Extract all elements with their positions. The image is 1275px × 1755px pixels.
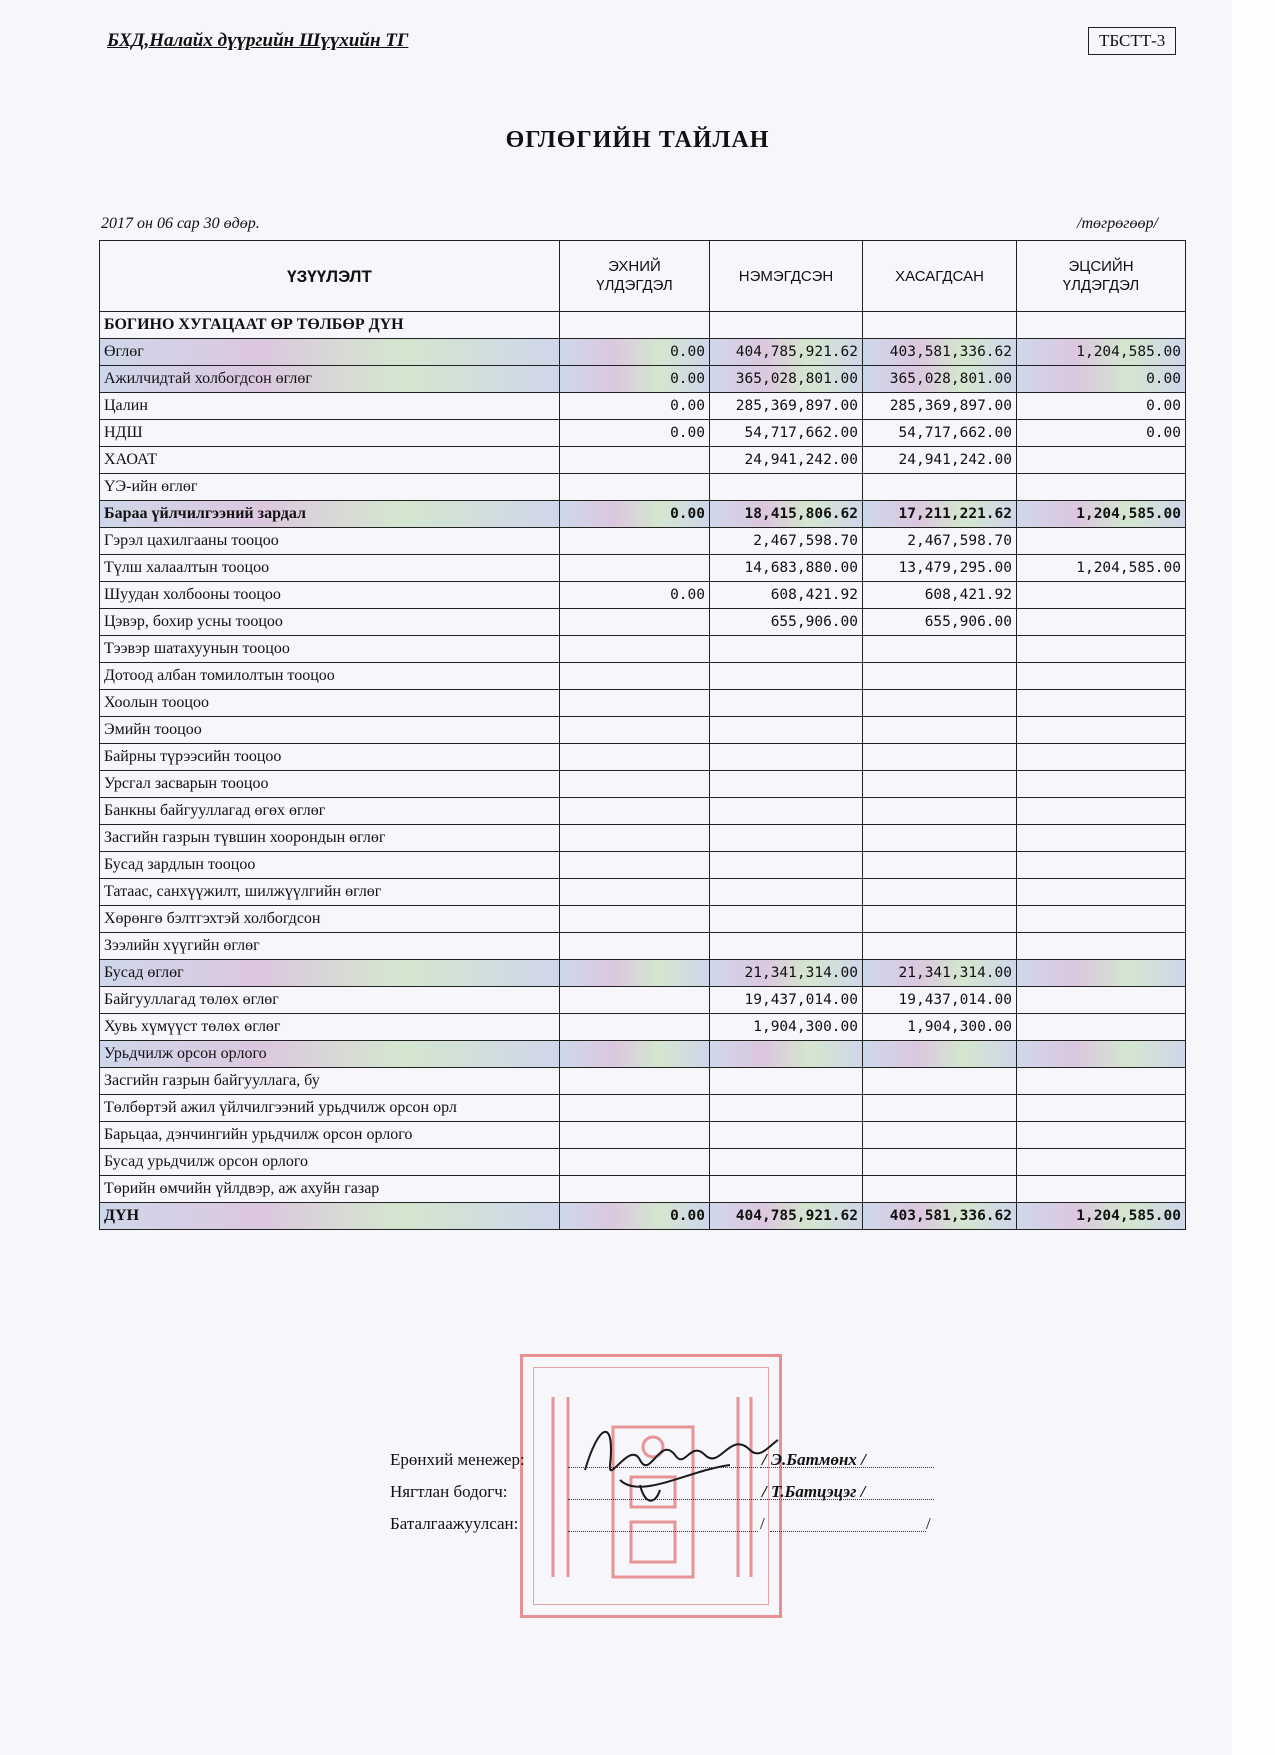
table-row — [100, 501, 1186, 528]
opening-balance-cell — [560, 636, 710, 663]
table-body — [100, 312, 1186, 1230]
decrease-cell — [863, 717, 1017, 744]
closing-balance-cell — [1017, 1149, 1186, 1176]
opening-balance-cell: 0.00 — [560, 420, 710, 447]
increase-cell — [710, 1176, 863, 1203]
row-label: ҮЭ-ийн өглөг — [100, 474, 560, 501]
increase-cell — [710, 663, 863, 690]
report-title: ӨГЛӨГИЙН ТАЙЛАН — [505, 127, 770, 153]
table-row — [100, 690, 1186, 717]
opening-balance-cell — [560, 1149, 710, 1176]
row-label: Засгийн газрын байгууллага, бу — [100, 1068, 560, 1095]
table-row — [100, 636, 1186, 663]
row-label: Байгууллагад төлөх өглөг — [100, 987, 560, 1014]
table-row — [100, 1149, 1186, 1176]
closing-balance-cell — [1017, 987, 1186, 1014]
opening-balance-cell — [560, 447, 710, 474]
opening-balance-cell — [560, 798, 710, 825]
decrease-cell — [863, 474, 1017, 501]
row-label: Төлбөртэй ажил үйлчилгээний урьдчилж орсон орл — [100, 1095, 560, 1122]
closing-balance-cell — [1017, 852, 1186, 879]
table-row — [100, 798, 1186, 825]
increase-cell — [710, 906, 863, 933]
decrease-cell — [863, 1149, 1017, 1176]
closing-balance-cell — [1017, 933, 1186, 960]
opening-balance-cell — [560, 1122, 710, 1149]
decrease-cell — [863, 1176, 1017, 1203]
table-row — [100, 1203, 1186, 1230]
increase-cell: 655,906.00 — [710, 609, 863, 636]
decrease-cell: 13,479,295.00 — [863, 555, 1017, 582]
table-row — [100, 447, 1186, 474]
row-label: Эмийн тооцоо — [100, 717, 560, 744]
opening-balance-cell — [560, 1041, 710, 1068]
closing-balance-cell — [1017, 1122, 1186, 1149]
row-label: НДШ — [100, 420, 560, 447]
increase-cell: 54,717,662.00 — [710, 420, 863, 447]
decrease-cell — [863, 852, 1017, 879]
closing-balance-cell: 0.00 — [1017, 366, 1186, 393]
table-row — [100, 366, 1186, 393]
closing-balance-cell — [1017, 312, 1186, 339]
increase-cell — [710, 744, 863, 771]
opening-balance-cell: 0.00 — [560, 1203, 710, 1230]
increase-cell: 18,415,806.62 — [710, 501, 863, 528]
opening-balance-cell — [560, 609, 710, 636]
increase-cell: 2,467,598.70 — [710, 528, 863, 555]
table-row — [100, 960, 1186, 987]
increase-cell — [710, 474, 863, 501]
accountant-label: Нягтлан бодогч: — [390, 1482, 508, 1501]
closing-balance-cell — [1017, 771, 1186, 798]
organization-name: БХД,Налайх дүүргийн Шүүхийн ТГ — [107, 30, 409, 51]
row-label: Хувь хүмүүст төлөх өглөг — [100, 1014, 560, 1041]
increase-cell: 1,904,300.00 — [710, 1014, 863, 1041]
column-header-decrease: ХАСАГДСАН — [863, 241, 1017, 312]
opening-balance-cell — [560, 555, 710, 582]
table-row — [100, 987, 1186, 1014]
closing-balance-cell: 0.00 — [1017, 420, 1186, 447]
opening-balance-cell — [560, 1176, 710, 1203]
row-label: Банкны байгууллагад өгөх өглөг — [100, 798, 560, 825]
decrease-cell: 655,906.00 — [863, 609, 1017, 636]
closing-balance-cell — [1017, 690, 1186, 717]
opening-balance-cell — [560, 528, 710, 555]
opening-balance-cell — [560, 690, 710, 717]
closing-balance-cell — [1017, 474, 1186, 501]
signature-row-manager — [390, 1450, 1275, 1482]
increase-cell — [710, 1041, 863, 1068]
increase-cell: 14,683,880.00 — [710, 555, 863, 582]
table-row — [100, 663, 1186, 690]
decrease-cell: 403,581,336.62 — [863, 1203, 1017, 1230]
table-row — [100, 1014, 1186, 1041]
opening-balance-cell: 0.00 — [560, 501, 710, 528]
table-row — [100, 1176, 1186, 1203]
decrease-cell — [863, 798, 1017, 825]
closing-balance-cell — [1017, 663, 1186, 690]
row-label: Дотоод албан томилолтын тооцоо — [100, 663, 560, 690]
table-row — [100, 1095, 1186, 1122]
table-row — [100, 312, 1186, 339]
table-header-row — [100, 241, 1186, 312]
opening-balance-cell: 0.00 — [560, 339, 710, 366]
increase-cell: 365,028,801.00 — [710, 366, 863, 393]
table-row — [100, 393, 1186, 420]
decrease-cell: 403,581,336.62 — [863, 339, 1017, 366]
opening-balance-cell — [560, 879, 710, 906]
row-label: Өглөг — [100, 339, 560, 366]
row-label: Шуудан холбооны тооцоо — [100, 582, 560, 609]
table-row — [100, 609, 1186, 636]
closing-balance-cell: 1,204,585.00 — [1017, 339, 1186, 366]
decrease-cell — [863, 771, 1017, 798]
row-label: Төрийн өмчийн үйлдвэр, аж ахуйн газар — [100, 1176, 560, 1203]
row-label: Цэвэр, бохир усны тооцоо — [100, 609, 560, 636]
closing-balance-cell — [1017, 717, 1186, 744]
manager-label: Ерөнхий менежер: — [390, 1450, 525, 1469]
increase-cell — [710, 312, 863, 339]
opening-balance-cell: 0.00 — [560, 582, 710, 609]
closing-balance-cell — [1017, 906, 1186, 933]
closing-balance-cell — [1017, 636, 1186, 663]
decrease-cell: 54,717,662.00 — [863, 420, 1017, 447]
decrease-cell: 24,941,242.00 — [863, 447, 1017, 474]
opening-balance-cell — [560, 663, 710, 690]
closing-balance-cell — [1017, 1068, 1186, 1095]
opening-balance-cell — [560, 771, 710, 798]
payables-table — [99, 240, 1186, 1230]
row-label: Түлш халаалтын тооцоо — [100, 555, 560, 582]
row-label: Бусад өглөг — [100, 960, 560, 987]
signature-row-verified — [390, 1514, 1275, 1546]
decrease-cell — [863, 825, 1017, 852]
closing-balance-cell — [1017, 528, 1186, 555]
closing-balance-cell — [1017, 1095, 1186, 1122]
signature-block — [390, 1450, 1275, 1546]
decrease-cell — [863, 312, 1017, 339]
closing-balance-cell — [1017, 744, 1186, 771]
row-label: Байрны түрээсийн тооцоо — [100, 744, 560, 771]
opening-balance-cell — [560, 825, 710, 852]
increase-cell: 608,421.92 — [710, 582, 863, 609]
row-label: БОГИНО ХУГАЦААТ ӨР ТӨЛБӨР ДҮН — [100, 312, 560, 339]
opening-balance-cell — [560, 312, 710, 339]
row-label: Засгийн газрын түвшин хоорондын өглөг — [100, 825, 560, 852]
increase-cell — [710, 1149, 863, 1176]
closing-balance-cell — [1017, 1176, 1186, 1203]
currency-unit: /төгрөгөөр/ — [1077, 215, 1158, 232]
increase-cell: 19,437,014.00 — [710, 987, 863, 1014]
decrease-cell — [863, 933, 1017, 960]
opening-balance-cell: 0.00 — [560, 393, 710, 420]
table-row — [100, 879, 1186, 906]
decrease-cell: 285,369,897.00 — [863, 393, 1017, 420]
table-row — [100, 933, 1186, 960]
table-row — [100, 1041, 1186, 1068]
row-label: Бараа үйлчилгээний зардал — [100, 501, 560, 528]
closing-balance-cell — [1017, 960, 1186, 987]
decrease-cell: 19,437,014.00 — [863, 987, 1017, 1014]
row-label: Урьдчилж орсон орлого — [100, 1041, 560, 1068]
row-label: Барьцаа, дэнчингийн урьдчилж орсон орлого — [100, 1122, 560, 1149]
opening-balance-cell — [560, 852, 710, 879]
decrease-cell — [863, 1122, 1017, 1149]
column-header-opening-balance: ЭХНИЙ ҮЛДЭГДЭЛ — [560, 241, 710, 312]
report-date: 2017 он 06 сар 30 өдөр. — [101, 215, 260, 232]
increase-cell — [710, 852, 863, 879]
opening-balance-cell — [560, 987, 710, 1014]
verified-slash: / — [760, 1514, 765, 1533]
row-label: Цалин — [100, 393, 560, 420]
column-header-indicator: ҮЗҮҮЛЭЛТ — [100, 241, 560, 312]
verified-slash-end: / — [926, 1514, 931, 1533]
manager-name: / Э.Батмөнх / — [762, 1450, 866, 1469]
increase-cell: 21,341,314.00 — [710, 960, 863, 987]
closing-balance-cell: 1,204,585.00 — [1017, 555, 1186, 582]
opening-balance-cell — [560, 1014, 710, 1041]
table-row — [100, 528, 1186, 555]
row-label: Урсгал засварын тооцоо — [100, 771, 560, 798]
decrease-cell: 2,467,598.70 — [863, 528, 1017, 555]
increase-cell: 24,941,242.00 — [710, 447, 863, 474]
opening-balance-cell — [560, 1068, 710, 1095]
table-row — [100, 474, 1186, 501]
closing-balance-cell: 0.00 — [1017, 393, 1186, 420]
increase-cell — [710, 636, 863, 663]
opening-balance-cell — [560, 717, 710, 744]
increase-cell — [710, 771, 863, 798]
decrease-cell — [863, 1095, 1017, 1122]
row-label: ДҮН — [100, 1203, 560, 1230]
row-label: Хоолын тооцоо — [100, 690, 560, 717]
increase-cell: 285,369,897.00 — [710, 393, 863, 420]
increase-cell — [710, 825, 863, 852]
closing-balance-cell — [1017, 447, 1186, 474]
accountant-name: / Т.Батцэцэг / — [762, 1482, 866, 1501]
column-header-increase: НЭМЭГДСЭН — [710, 241, 863, 312]
opening-balance-cell — [560, 933, 710, 960]
increase-cell — [710, 798, 863, 825]
decrease-cell — [863, 1068, 1017, 1095]
decrease-cell — [863, 1041, 1017, 1068]
opening-balance-cell — [560, 960, 710, 987]
opening-balance-cell — [560, 474, 710, 501]
table-row — [100, 1068, 1186, 1095]
increase-cell — [710, 1095, 863, 1122]
decrease-cell — [863, 744, 1017, 771]
decrease-cell: 21,341,314.00 — [863, 960, 1017, 987]
increase-cell — [710, 690, 863, 717]
decrease-cell: 365,028,801.00 — [863, 366, 1017, 393]
decrease-cell: 17,211,221.62 — [863, 501, 1017, 528]
increase-cell: 404,785,921.62 — [710, 339, 863, 366]
opening-balance-cell — [560, 744, 710, 771]
column-header-closing-balance: ЭЦСИЙН ҮЛДЭГДЭЛ — [1017, 241, 1186, 312]
closing-balance-cell — [1017, 1014, 1186, 1041]
table-row — [100, 420, 1186, 447]
signature-row-accountant — [390, 1482, 1275, 1514]
increase-cell — [710, 933, 863, 960]
verified-label: Баталгаажуулсан: — [390, 1514, 519, 1533]
form-code-box: ТБСТТ-3 — [1088, 27, 1176, 55]
table-row — [100, 744, 1186, 771]
closing-balance-cell — [1017, 609, 1186, 636]
opening-balance-cell: 0.00 — [560, 366, 710, 393]
row-label: Бусад зардлын тооцоо — [100, 852, 560, 879]
decrease-cell — [863, 690, 1017, 717]
decrease-cell — [863, 879, 1017, 906]
row-label: Ажилчидтай холбогдсон өглөг — [100, 366, 560, 393]
decrease-cell: 1,904,300.00 — [863, 1014, 1017, 1041]
table-row — [100, 771, 1186, 798]
table-row — [100, 339, 1186, 366]
table-row — [100, 582, 1186, 609]
closing-balance-cell: 1,204,585.00 — [1017, 501, 1186, 528]
closing-balance-cell — [1017, 582, 1186, 609]
row-label: ХАОАТ — [100, 447, 560, 474]
row-label: Хөрөнгө бэлтгэхтэй холбогдсон — [100, 906, 560, 933]
closing-balance-cell — [1017, 879, 1186, 906]
table-row — [100, 1122, 1186, 1149]
table-row — [100, 825, 1186, 852]
row-label: Гэрэл цахилгааны тооцоо — [100, 528, 560, 555]
row-label: Зээлийн хүүгийн өглөг — [100, 933, 560, 960]
row-label: Татаас, санхүүжилт, шилжүүлгийн өглөг — [100, 879, 560, 906]
increase-cell — [710, 1122, 863, 1149]
row-label: Бусад урьдчилж орсон орлого — [100, 1149, 560, 1176]
increase-cell — [710, 1068, 863, 1095]
table-row — [100, 555, 1186, 582]
closing-balance-cell — [1017, 825, 1186, 852]
increase-cell — [710, 717, 863, 744]
decrease-cell — [863, 636, 1017, 663]
decrease-cell — [863, 906, 1017, 933]
decrease-cell: 608,421.92 — [863, 582, 1017, 609]
closing-balance-cell: 1,204,585.00 — [1017, 1203, 1186, 1230]
opening-balance-cell — [560, 1095, 710, 1122]
table-row — [100, 717, 1186, 744]
row-label: Тээвэр шатахуунын тооцоо — [100, 636, 560, 663]
opening-balance-cell — [560, 906, 710, 933]
closing-balance-cell — [1017, 798, 1186, 825]
table-row — [100, 906, 1186, 933]
increase-cell: 404,785,921.62 — [710, 1203, 863, 1230]
closing-balance-cell — [1017, 1041, 1186, 1068]
increase-cell — [710, 879, 863, 906]
table-row — [100, 852, 1186, 879]
decrease-cell — [863, 663, 1017, 690]
